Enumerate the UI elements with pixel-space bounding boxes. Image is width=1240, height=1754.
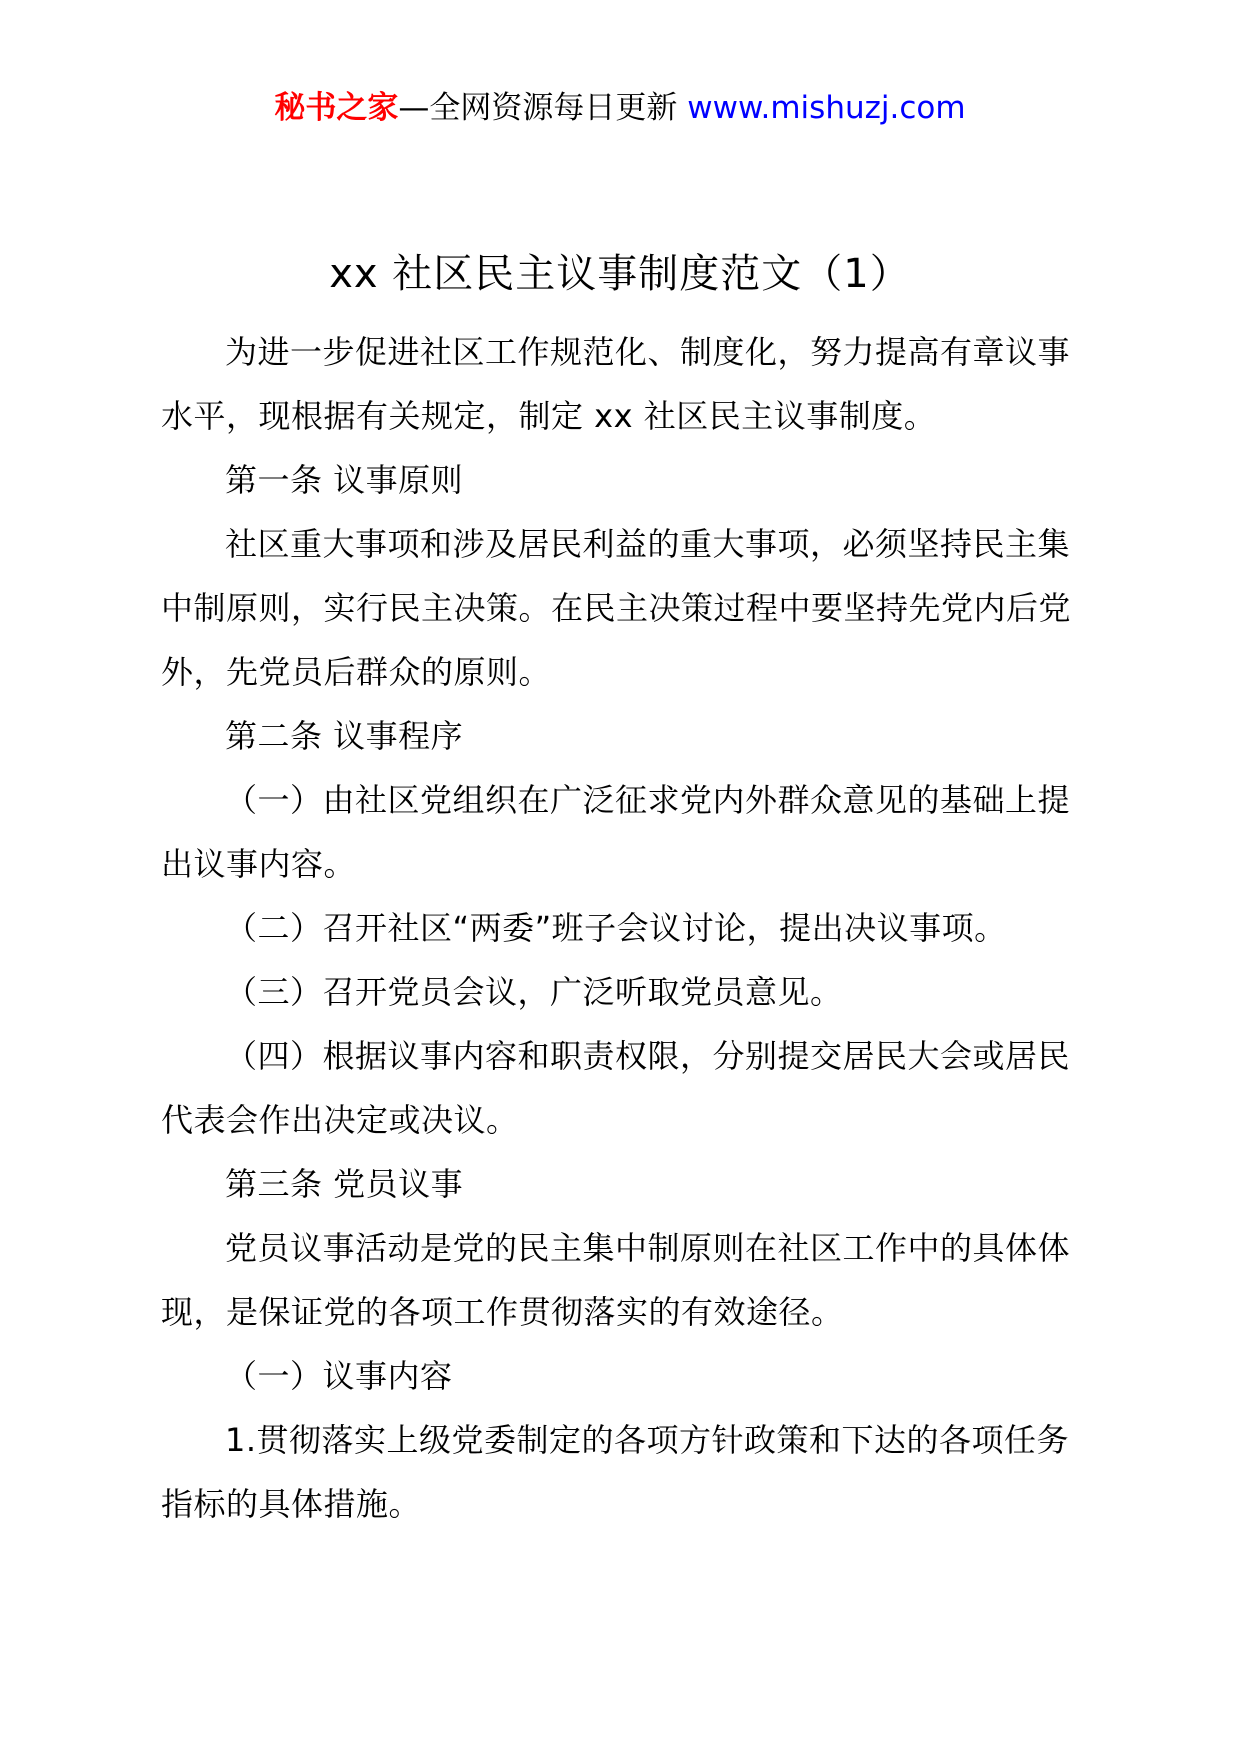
brand-name: 秘书之家 — [274, 90, 399, 126]
list-item: （三）召开党员会议，广泛听取党员意见。 — [225, 973, 843, 1011]
section-heading-1: 第一条 议事原则 — [225, 461, 464, 499]
sub-heading: （一）议事内容 — [225, 1357, 453, 1395]
paragraph: 党员议事活动是党的民主集中制原则在社区工作中的具体体现，是保证党的各项工作贯彻落实的有效途径。 — [161, 1229, 1071, 1331]
list-item: （二）召开社区“两委”班子会议讨论，提出决议事项。 — [225, 909, 1007, 947]
paragraph-intro: 为进一步促进社区工作规范化、制度化，努力提高有章议事水平，现根据有关规定，制定 xx 社区民主议事制度。 — [161, 333, 1071, 435]
site-header — [0, 88, 1240, 128]
section-heading-3: 第三条 党员议事 — [225, 1165, 464, 1203]
header-tagline: —全网资源每日更新 — [398, 90, 688, 126]
document-title: xx 社区民主议事制度范文（1） — [329, 251, 911, 297]
site-url[interactable]: www.mishuzj.com — [687, 90, 966, 126]
document-body — [161, 320, 1071, 1536]
list-item: （一）由社区党组织在广泛征求党内外群众意见的基础上提出议事内容。 — [161, 781, 1071, 883]
section-heading-2: 第二条 议事程序 — [225, 717, 464, 755]
list-item: （四）根据议事内容和职责权限，分别提交居民大会或居民代表会作出决定或决议。 — [161, 1037, 1071, 1139]
paragraph: 社区重大事项和涉及居民利益的重大事项，必须坚持民主集中制原则，实行民主决策。在民主决策过程中要坚持先党内后党外，先党员后群众的原则。 — [161, 525, 1072, 691]
list-item: 1.贯彻落实上级党委制定的各项方针政策和下达的各项任务指标的具体措施。 — [161, 1421, 1070, 1523]
